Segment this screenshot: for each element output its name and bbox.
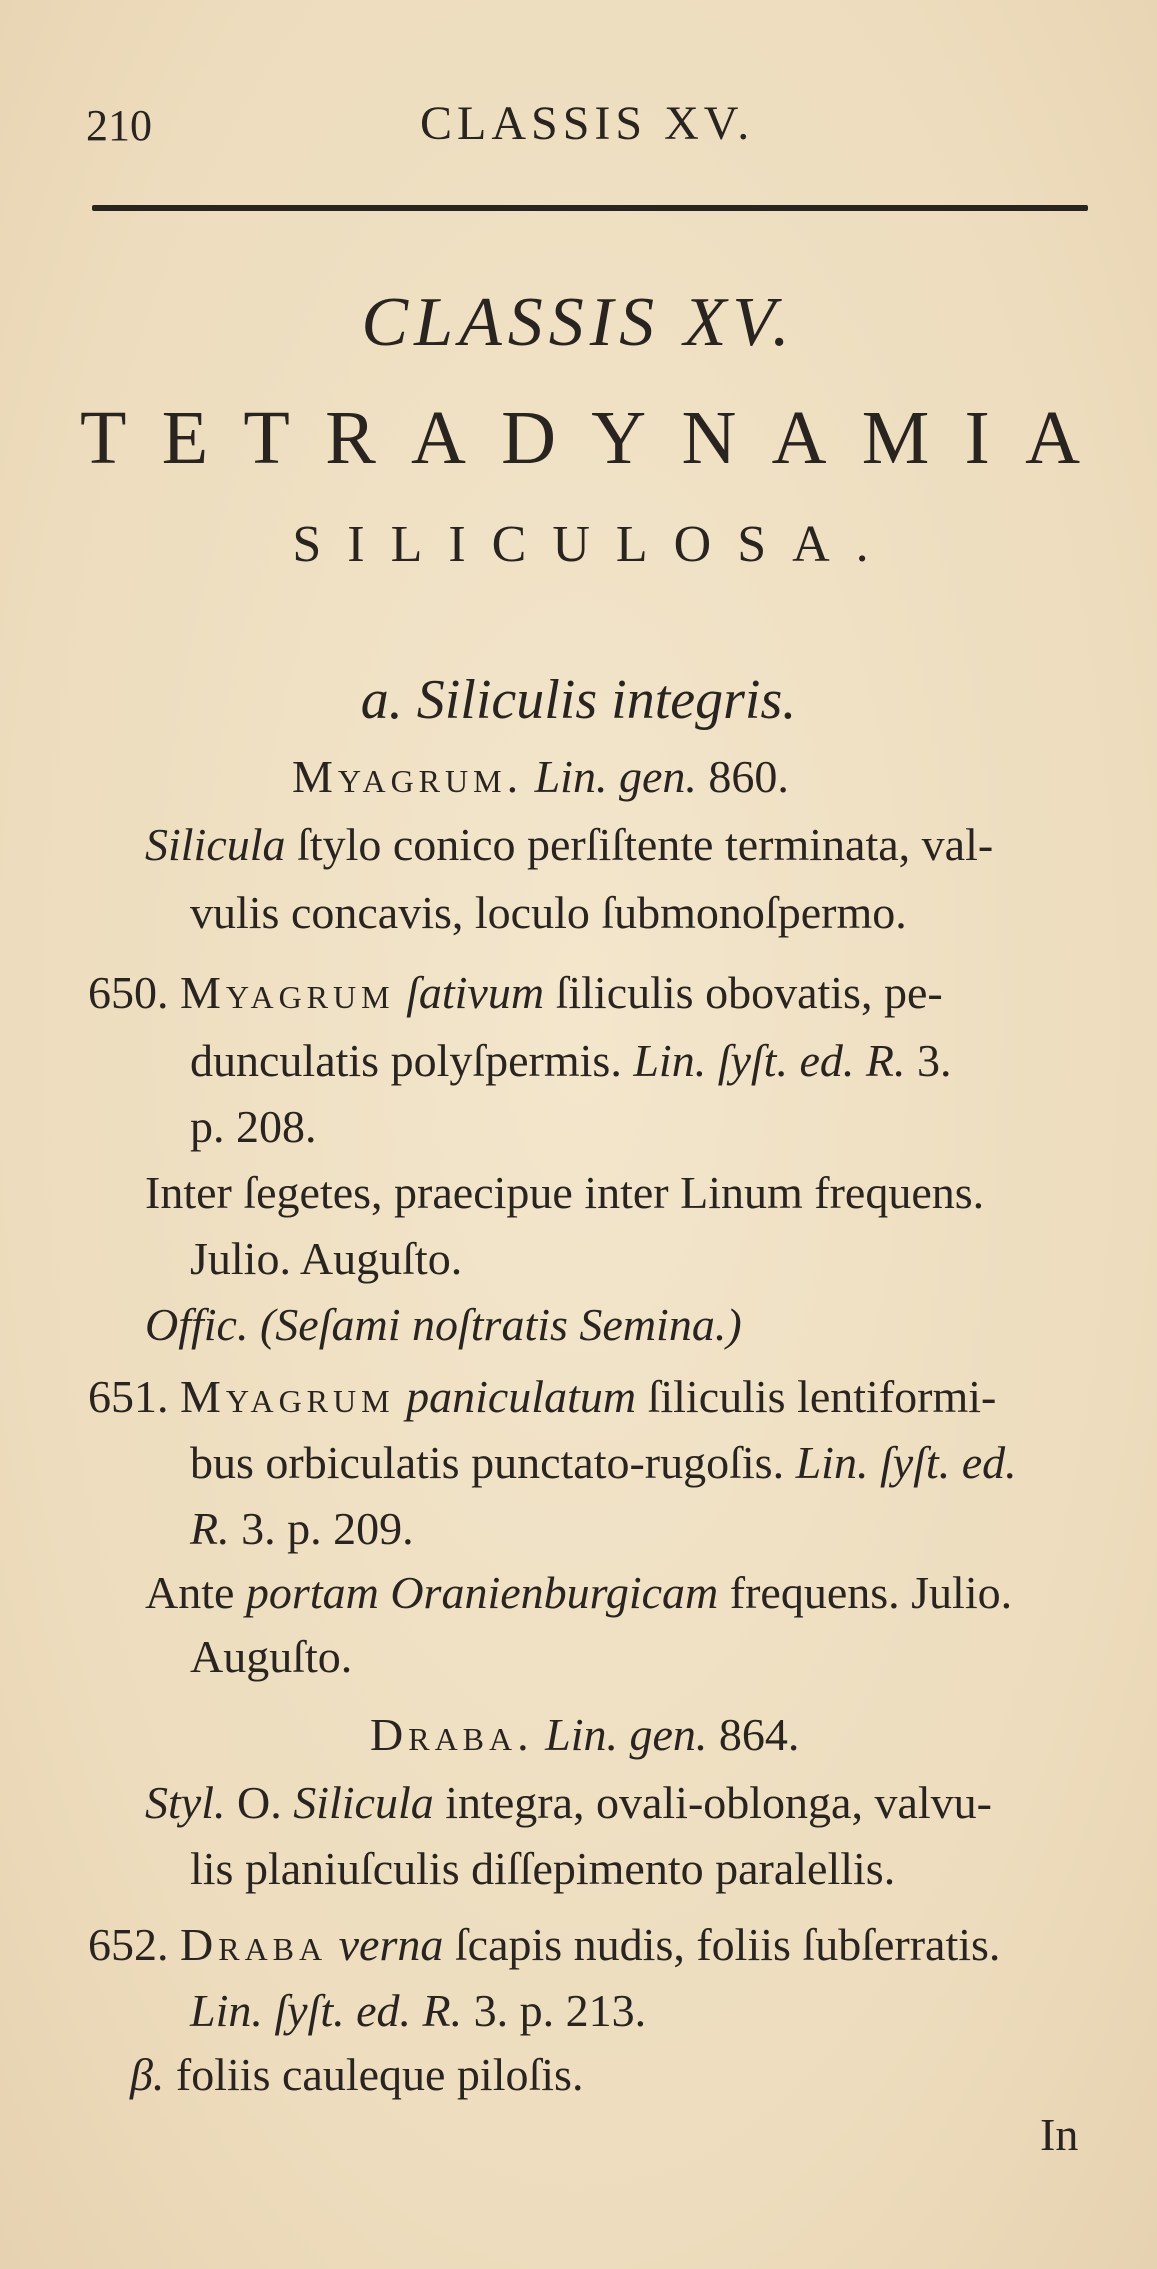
class-letter: D bbox=[501, 396, 557, 480]
class-letter: E bbox=[161, 396, 209, 480]
species-desc: ſiliculis lentiformi- bbox=[647, 1371, 997, 1422]
species-epithet: paniculatum bbox=[406, 1371, 637, 1422]
flowering-time: Auguſto. bbox=[190, 1631, 353, 1682]
species-desc-line bbox=[190, 1502, 414, 1555]
habitat-line bbox=[145, 1566, 1012, 1619]
species-number: 650. bbox=[88, 967, 169, 1018]
species-desc: ſiliculis obovatis, pe- bbox=[555, 967, 943, 1018]
species-number: 651. bbox=[88, 1371, 169, 1422]
habitat-text: Ante bbox=[145, 1567, 235, 1618]
genus-desc-term: Styl. bbox=[145, 1777, 226, 1828]
species-genus: Myagrum bbox=[180, 1371, 395, 1422]
class-name bbox=[80, 395, 1080, 482]
variety-line bbox=[130, 2048, 583, 2101]
header-rule bbox=[92, 205, 1088, 211]
officinal-note: Offic. (Seſami noſtratis Semina.) bbox=[145, 1299, 742, 1350]
genus-name: Draba. bbox=[370, 1709, 534, 1760]
genus-ref-number: 860. bbox=[708, 751, 789, 802]
genus-ref: Lin. gen. bbox=[545, 1709, 708, 1760]
class-letter: T bbox=[243, 396, 290, 480]
classis-title: CLASSIS XV. bbox=[361, 284, 796, 361]
class-letter: R bbox=[325, 396, 376, 480]
species-genus: Draba bbox=[180, 1919, 328, 1970]
species-entry-651 bbox=[88, 1370, 996, 1423]
habitat-line: Inter ſegetes, praecipue inter Linum frequens. bbox=[145, 1167, 985, 1218]
genus-desc-term: Silicula bbox=[145, 819, 286, 870]
genus-description-line bbox=[145, 818, 993, 871]
class-letter: I bbox=[964, 396, 990, 480]
species-entry-652 bbox=[88, 1918, 1000, 1971]
species-ref-page: p. 208. bbox=[190, 1101, 317, 1152]
class-letter: A bbox=[411, 396, 466, 480]
species-ref: Lin. ſyſt. ed. bbox=[795, 1437, 1017, 1488]
species-entry-650 bbox=[88, 966, 943, 1019]
genus-desc-term: Silicula bbox=[293, 1777, 434, 1828]
species-desc: ſcapis nudis, foliis ſubſerratis. bbox=[454, 1919, 1001, 1970]
genus-desc-text: O. bbox=[236, 1777, 282, 1828]
habitat-text: frequens. Julio. bbox=[729, 1567, 1013, 1618]
flowering-time: Julio. Auguſto. bbox=[190, 1233, 463, 1284]
class-letter: Y bbox=[591, 396, 647, 480]
genus-ref: Lin. gen. bbox=[534, 751, 697, 802]
genus-heading-draba bbox=[370, 1708, 799, 1761]
running-head: CLASSIS XV. bbox=[420, 97, 755, 150]
species-desc-line bbox=[190, 1034, 951, 1087]
class-letter: A bbox=[1025, 396, 1080, 480]
species-genus: Myagrum bbox=[180, 967, 395, 1018]
species-ref: Lin. ſyſt. ed. R. bbox=[190, 1985, 463, 2036]
species-epithet: ſativum bbox=[406, 967, 545, 1018]
class-letter: N bbox=[681, 396, 737, 480]
class-letter: T bbox=[80, 396, 127, 480]
species-desc: dunculatis polyſpermis. bbox=[190, 1035, 622, 1086]
genus-description-line: lis planiuſculis diſſepimento paralellis. bbox=[190, 1843, 896, 1894]
section-heading bbox=[0, 668, 1157, 732]
species-ref: Lin. ſyſt. ed. R. bbox=[633, 1035, 906, 1086]
genus-ref-number: 864. bbox=[718, 1709, 800, 1760]
section-title: Siliculis integris. bbox=[416, 669, 797, 731]
species-number: 652. bbox=[88, 1919, 169, 1970]
section-label: a. bbox=[360, 669, 403, 731]
genus-heading-myagrum bbox=[292, 750, 789, 803]
genus-desc-text: integra, ovali-oblonga, valvu- bbox=[445, 1777, 992, 1828]
species-ref-page: 3. p. 213. bbox=[473, 1985, 647, 2036]
subclass-title: SILICULOSA. bbox=[292, 516, 895, 573]
species-epithet: verna bbox=[338, 1919, 444, 1970]
genus-name: Myagrum. bbox=[292, 751, 524, 802]
species-desc-line bbox=[190, 1436, 1017, 1489]
genus-description-line: vulis concavis, loculo ſubmonoſpermo. bbox=[190, 887, 907, 938]
page-number: 210 bbox=[86, 101, 152, 150]
habitat-place: portam Oranienburgicam bbox=[245, 1567, 719, 1618]
catchword: In bbox=[1040, 2109, 1079, 2160]
species-ref-number: 3. bbox=[916, 1035, 952, 1086]
species-desc-line bbox=[190, 1984, 646, 2037]
genus-description-line bbox=[145, 1776, 992, 1829]
species-ref-page: 3. p. 209. bbox=[241, 1503, 414, 1554]
variety-desc: foliis cauleque piloſis. bbox=[175, 2049, 584, 2100]
class-letter: M bbox=[861, 396, 930, 480]
class-letter: A bbox=[771, 396, 827, 480]
genus-desc-text: ſtylo conico perſiſtente terminata, val- bbox=[297, 819, 994, 870]
species-desc: bus orbiculatis punctato-rugoſis. bbox=[190, 1437, 785, 1488]
variety-label: β. bbox=[130, 2049, 165, 2100]
species-ref: R. bbox=[190, 1503, 230, 1554]
